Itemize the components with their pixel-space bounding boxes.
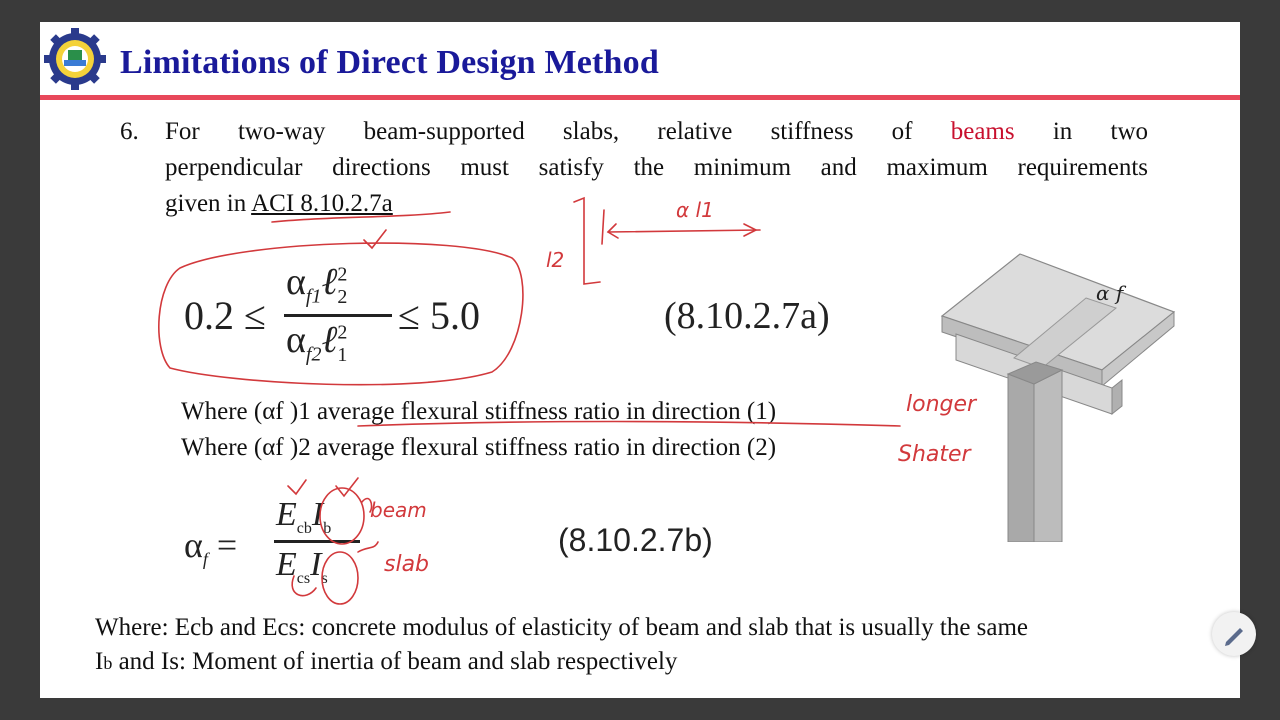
list-number: 6. [120,118,139,145]
annotation-slab: slab [384,552,430,577]
eq1-reference: (8.10.2.7a) [664,295,830,337]
annotation-alpha-l1: α l1 [676,198,714,222]
item-line-2: perpendicular directions must satisfy the minimum and maximum requirements [165,154,1148,181]
item-line-1: For two-way beam-supported slabs, relative stiffness of beams in two [165,118,1149,145]
aci-reference: ACI 8.10.2.7a [251,190,393,217]
annotation-longer: longer [906,392,977,417]
eq2-reference: (8.10.2.7b) [558,522,713,558]
handwritten-annotations [40,22,1240,698]
eq1-numerator: $\alpha_{f1}\ell^2_2$ [286,261,348,308]
item-line-3: given in ACI 8.10.2.7a [165,190,393,217]
footnote-1: Where: Ecb and Ecs: concrete modulus of elasticity of beam and slab that is usually the same [95,614,1029,641]
where-line-2: Where (αf )2 average flexural stiffness ratio in direction (2) [181,434,777,461]
bottom-letterbox [0,698,1280,720]
eq1-lower-bound: 0.2 ≤ [184,293,266,338]
pen-edit-icon[interactable] [1212,612,1256,656]
annotation-shorter: Shater [898,442,971,467]
slide-title: Limitations of Direct Design Method [120,44,659,81]
footnote-2: Ib and Is: Moment of inertia of beam and slab respectively [95,648,678,675]
highlight-beams: beams [950,118,1015,145]
eq2-denominator: $E_{cs}I_s$ [276,546,328,587]
eq1-denominator: $\alpha_{f2}\ell^2_1$ [286,319,348,366]
eq2-lhs: $\alpha_f$ = [184,525,238,570]
where-line-1: Where (αf )1 average flexural stiffness ratio in direction (1) [181,398,777,425]
pen-icon [1212,612,1256,656]
top-letterbox [0,0,1280,22]
annotation-l2: l2 [546,248,565,272]
annotation-beam: beam [370,498,427,522]
eq2-numerator: $E_{cb}I_b$ [276,496,332,537]
eq1-upper-bound: ≤ 5.0 [398,293,480,338]
slide [40,22,1240,698]
figure-alpha-label: α f [1096,281,1124,305]
